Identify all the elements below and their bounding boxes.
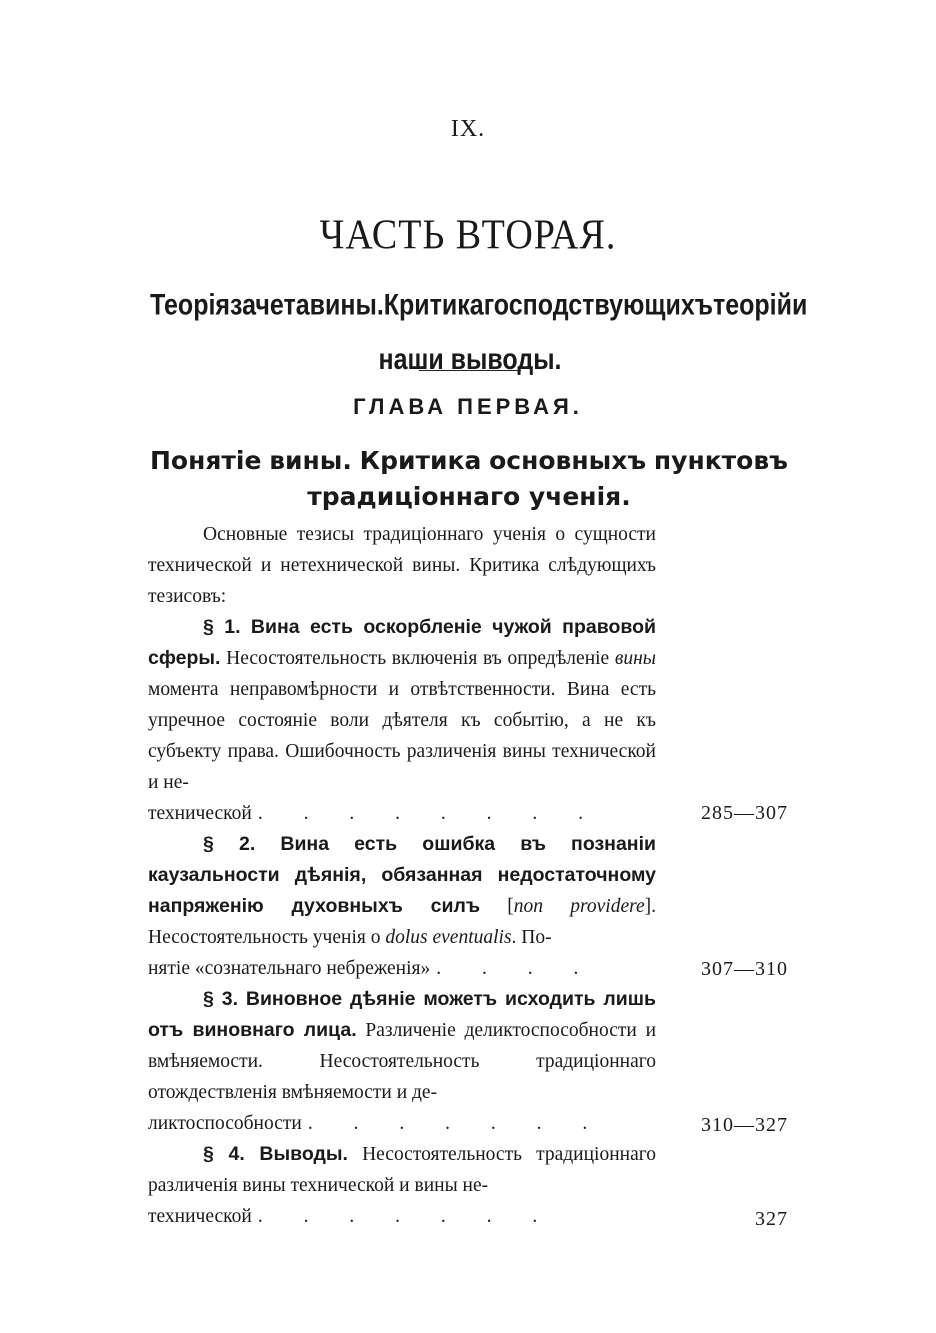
chapter-title-word: основныхъ [489, 446, 647, 475]
toc-entry-3 [148, 984, 656, 1108]
section-text: Несостоятельность традиціоннаго различенія вины технической и вины не- [148, 1144, 657, 1196]
chapter-heading: ГЛАВА ПЕРВАЯ. [353, 394, 583, 419]
chapter-title-line1 [150, 443, 788, 479]
chapter-title [150, 443, 788, 515]
dot-leader: . . . . . . . . [257, 803, 601, 824]
page-range-3: 310—327 [701, 1114, 788, 1136]
section-text-italic: dolus eventualis [385, 927, 512, 948]
chapter-title-word: вины. [269, 446, 352, 475]
toc-body [148, 519, 656, 1232]
dot-leader: . . . . [436, 958, 597, 979]
subtitle-word: и [791, 288, 808, 322]
chapter-title-word: пунктовъ [653, 446, 788, 475]
dot-leader: . . . . . . . [257, 1206, 556, 1227]
subtitle-word: теорій [712, 288, 792, 322]
toc-entry-4 [148, 1139, 656, 1201]
section-text-italic: non providere [513, 896, 645, 917]
section-text: Несостоятельность включенія въ опредѣленіе [220, 648, 615, 669]
section-heading: § 1. Вина есть оскорбленіе чужой правовой сферы. [148, 616, 656, 669]
subtitle-word: господствующихъ [483, 288, 713, 322]
chapter-title-word: Критика [359, 446, 482, 475]
section-last-line: ликтоспособности [148, 1113, 302, 1134]
section-last-line: технической [148, 803, 252, 824]
part-subtitle-line1 [150, 278, 808, 332]
section-last-line: технической [148, 1206, 252, 1227]
dot-leader: . . . . . . . [307, 1113, 606, 1134]
section-heading: § 4. Выводы. [203, 1143, 348, 1165]
section-text: момента неправомѣрности и отвѣтственности. Вина есть упречное состояніе воли дѣятеля къ событію, а не къ субъекту права. Ошибочность различенія вины технической и не- [148, 679, 656, 793]
intro-paragraph: Основные тезисы традиціоннаго ученія о сущности технической и нетехнической вины. Критика слѣдующихъ тезисовъ: [148, 524, 656, 607]
section-heading: § 3. Виновное дѣяніе можетъ исходить лишь отъ виновнаго лица. [148, 988, 656, 1041]
chapter-title-word: Понятіе [150, 446, 262, 475]
page-range-2: 307—310 [701, 958, 788, 980]
toc-entry-2 [148, 829, 656, 953]
toc-entry-1-last-line [148, 798, 656, 829]
part-subtitle-line2: наши выводы. [378, 342, 562, 376]
part-title: ЧАСТЬ ВТОРАЯ. [319, 211, 617, 259]
section-text-italic: вины [614, 648, 656, 669]
toc-entry-1 [148, 612, 656, 798]
section-text: . По- [511, 927, 552, 948]
chapter-title-line2: традиціоннаго ученія. [307, 482, 631, 511]
section-last-line: нятіе «сознательнаго небреженія» [148, 958, 431, 979]
toc-entry-2-last-line [148, 953, 656, 984]
separator-rule [419, 370, 521, 371]
toc-entry-3-last-line [148, 1108, 656, 1139]
subtitle-word: Критика [383, 288, 484, 322]
section-text: ]. Несостоятельность ученія о [148, 896, 656, 948]
page-range-4: 327 [755, 1208, 788, 1230]
section-text: [ [480, 896, 514, 917]
section-heading: § 2. Вина есть ошибка въ познаніи каузальности дѣянія, обязанная недостаточному напряженію духовныхъ силъ [148, 833, 656, 917]
page-folio: IX. [450, 116, 486, 142]
subtitle-word: Теорія [150, 288, 231, 322]
section-text: Различеніе деликтоспособности и вмѣняемости. Несостоятельность традиціоннаго отождествленія вмѣняемости и де- [148, 1020, 657, 1103]
toc-entry-4-last-line [148, 1201, 656, 1232]
subtitle-word: вины. [309, 288, 384, 322]
page-range-1: 285—307 [701, 802, 788, 824]
subtitle-word: зачета [230, 288, 310, 322]
